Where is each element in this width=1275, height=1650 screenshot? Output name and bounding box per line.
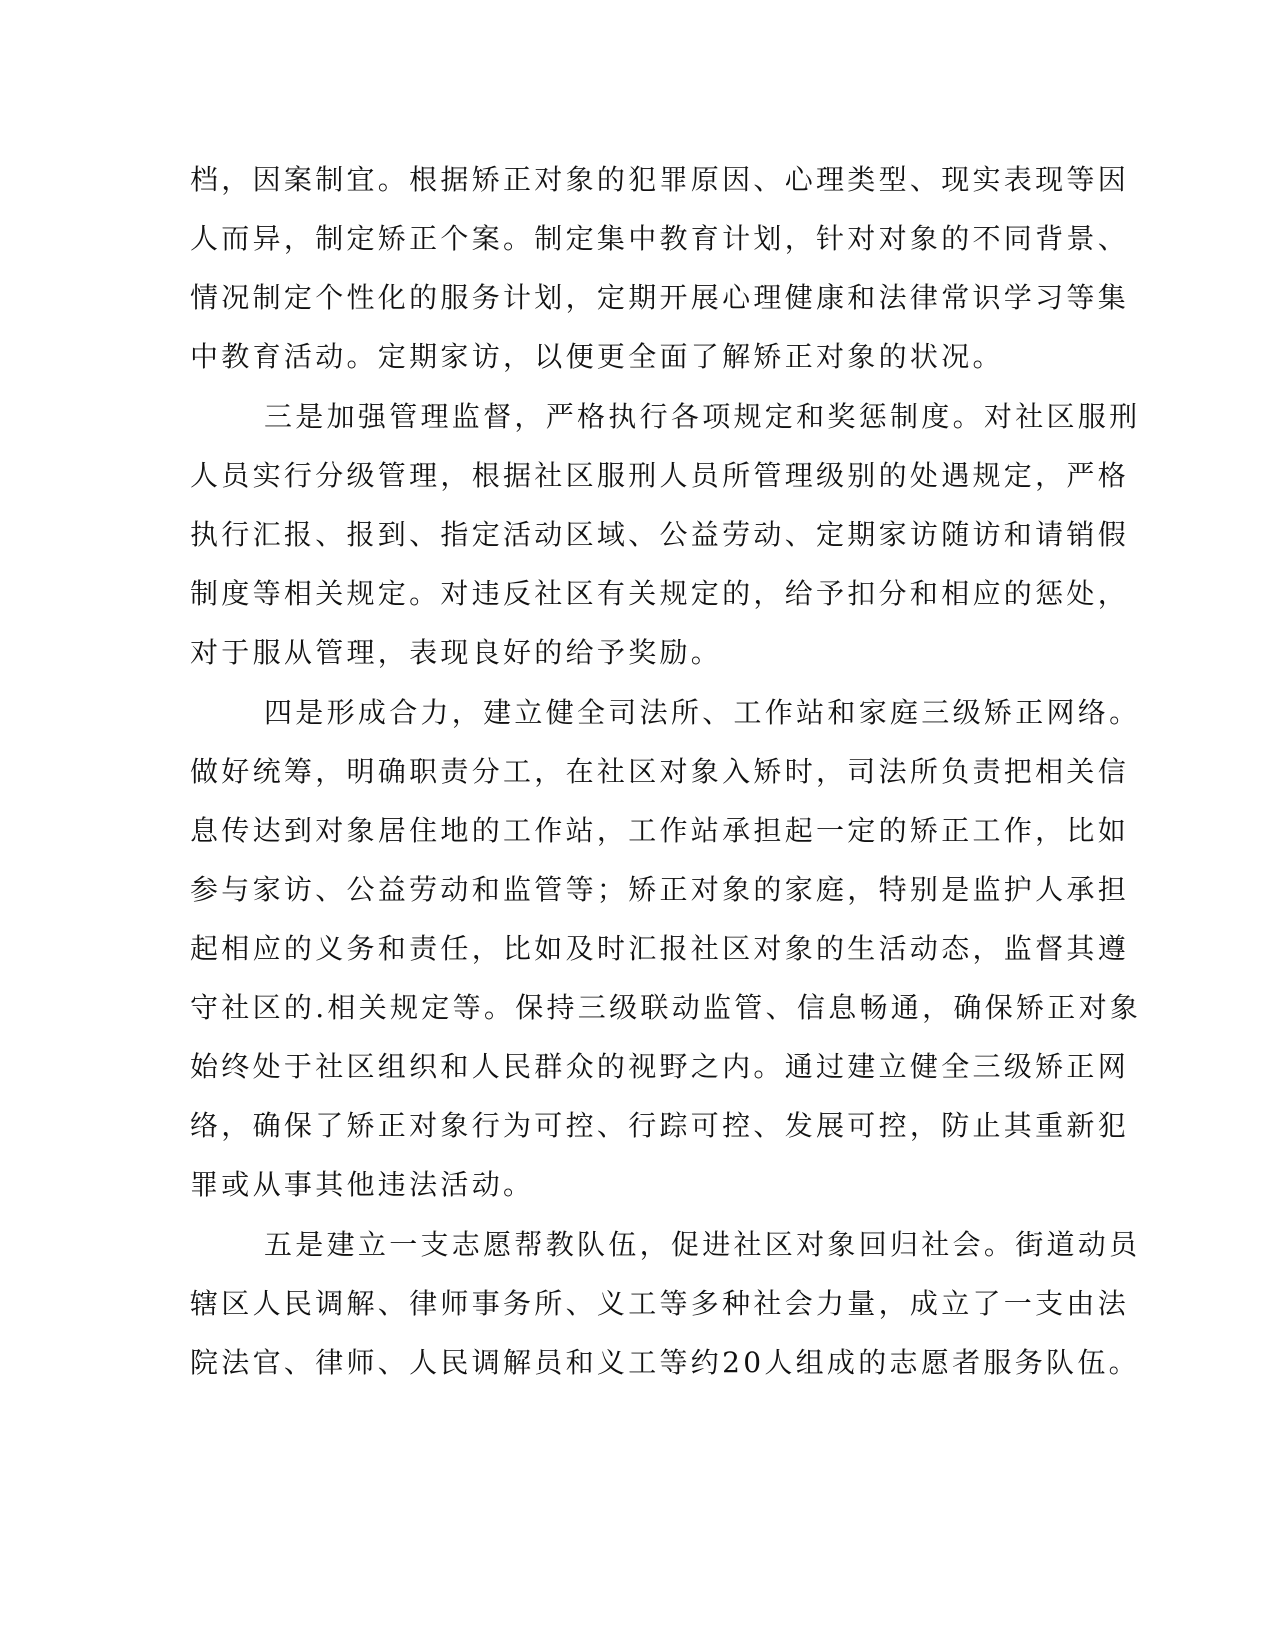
text-line: 守社区的.相关规定等。保持三级联动监管、信息畅通，确保矫正对象 — [190, 991, 1142, 1024]
text-line: 起相应的义务和责任，比如及时汇报社区对象的生活动态，监督其遵 — [190, 932, 1130, 965]
text-line: 络，确保了矫正对象行为可控、行踪可控、发展可控，防止其重新犯 — [190, 1109, 1130, 1142]
text-line: 制度等相关规定。对违反社区有关规定的，给予扣分和相应的惩处， — [190, 577, 1130, 610]
text-line: 辖区人民调解、律师事务所、义工等多种社会力量，成立了一支由法 — [190, 1287, 1130, 1320]
text-line: 情况制定个性化的服务计划，定期开展心理健康和法律常识学习等集 — [190, 281, 1130, 314]
text-line: 档，因案制宜。根据矫正对象的犯罪原因、心理类型、现实表现等因 — [190, 163, 1130, 196]
text-line: 院法官、律师、人民调解员和义工等约20人组成的志愿者服务队伍。 — [190, 1346, 1140, 1379]
text-line: 始终处于社区组织和人民群众的视野之内。通过建立健全三级矫正网 — [190, 1050, 1130, 1083]
text-line: 中教育活动。定期家访，以便更全面了解矫正对象的状况。 — [190, 340, 1004, 373]
text-line: 对于服从管理，表现良好的给予奖励。 — [190, 636, 723, 669]
text-line: 参与家访、公益劳动和监管等；矫正对象的家庭，特别是监护人承担 — [190, 873, 1130, 906]
text-line: 息传达到对象居住地的工作站，工作站承担起一定的矫正工作，比如 — [190, 814, 1130, 847]
paragraph-3-first-line: 三是加强管理监督，严格执行各项规定和奖惩制度。对社区服刑 — [264, 400, 1141, 433]
paragraph-4-first-line: 四是形成合力，建立健全司法所、工作站和家庭三级矫正网络。 — [264, 696, 1141, 729]
text-line: 人而异，制定矫正个案。制定集中教育计划，针对对象的不同背景、 — [190, 222, 1130, 255]
text-line: 做好统筹，明确职责分工，在社区对象入矫时，司法所负责把相关信 — [190, 755, 1130, 788]
text-line: 执行汇报、报到、指定活动区域、公益劳动、定期家访随访和请销假 — [190, 518, 1130, 551]
text-line: 人员实行分级管理，根据社区服刑人员所管理级别的处遇规定，严格 — [190, 459, 1130, 492]
paragraph-5-first-line: 五是建立一支志愿帮教队伍，促进社区对象回归社会。街道动员 — [264, 1228, 1141, 1261]
text-line: 罪或从事其他违法活动。 — [190, 1168, 535, 1201]
